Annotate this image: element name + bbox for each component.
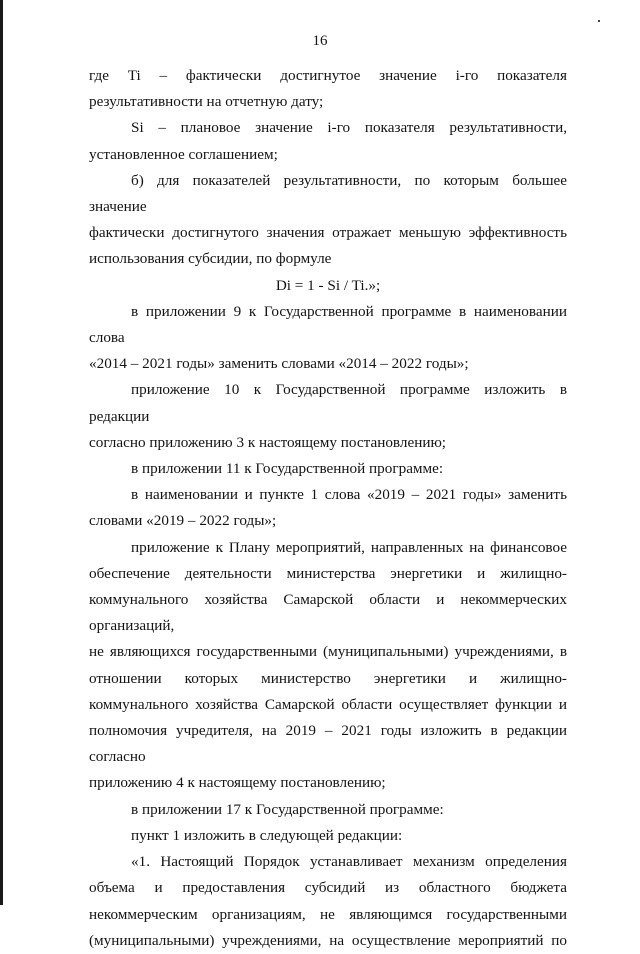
text-line: использования субсидии, по формуле bbox=[89, 250, 332, 268]
text-line: «1. Настоящий Порядок устанавливает механизм определения bbox=[131, 853, 567, 871]
text-line: в наименовании и пункте 1 слова «2019 – 2021 годы» заменить bbox=[131, 486, 567, 504]
scan-edge bbox=[0, 0, 3, 905]
text-line: приложению 4 к настоящему постановлению; bbox=[89, 774, 386, 792]
document-body bbox=[89, 63, 567, 954]
text-line: коммунального хозяйства Самарской области и некоммерческих организаций, bbox=[89, 591, 567, 635]
text-line: «2014 – 2021 годы» заменить словами «2014 – 2022 годы»; bbox=[89, 355, 469, 373]
text-line: согласно приложению 3 к настоящему постановлению; bbox=[89, 433, 447, 451]
text-line: не являющихся государственными (муниципальными) учреждениями, в bbox=[89, 643, 567, 661]
text-line: отношении которых министерство энергетики и жилищно- bbox=[89, 669, 567, 687]
text-line: установленное соглашением; bbox=[89, 145, 278, 163]
text-line: приложение 10 к Государственной программе изложить в редакции bbox=[89, 381, 567, 425]
text-line: в приложении 9 к Государственной программе в наименовании слова bbox=[89, 302, 567, 347]
text-line: словами «2019 – 2022 годы»; bbox=[89, 512, 277, 530]
text-line: некоммерческим организациям, не являющимся государственными bbox=[89, 905, 567, 923]
text-line: объема и предоставления субсидий из областного бюджета bbox=[89, 879, 567, 897]
scan-speck bbox=[598, 20, 600, 22]
text-line: (муниципальными) учреждениями, на осуществление мероприятий по bbox=[89, 931, 567, 949]
text-line: обеспечение деятельности министерства энергетики и жилищно- bbox=[89, 564, 567, 582]
text-line: где Ti – фактически достигнутое значение i-го показателя bbox=[89, 67, 567, 84]
text-line: б) для показателей результативности, по которым большее значение bbox=[89, 171, 567, 216]
text-line: в приложении 17 к Государственной программе: bbox=[131, 800, 444, 818]
text-line: полномочия учредителя, на 2019 – 2021 годы изложить в редакции согласно bbox=[89, 722, 567, 766]
text-line: пункт 1 изложить в следующей редакции: bbox=[131, 826, 403, 844]
page-number: 16 bbox=[312, 33, 328, 49]
text-line: результативности на отчетную дату; bbox=[89, 93, 324, 111]
text-line: Si – плановое значение i-го показателя результативности, bbox=[131, 119, 567, 137]
formula: Di = 1 - Si / Ti.»; bbox=[275, 276, 381, 294]
text-line: приложение к Плану мероприятий, направленных на финансовое bbox=[131, 538, 567, 556]
text-line: фактически достигнутого значения отражает меньшую эффективность bbox=[89, 224, 567, 242]
text-line: коммунального хозяйства Самарской области осуществляет функции и bbox=[89, 695, 567, 713]
text-line: в приложении 11 к Государственной программе: bbox=[131, 460, 444, 478]
